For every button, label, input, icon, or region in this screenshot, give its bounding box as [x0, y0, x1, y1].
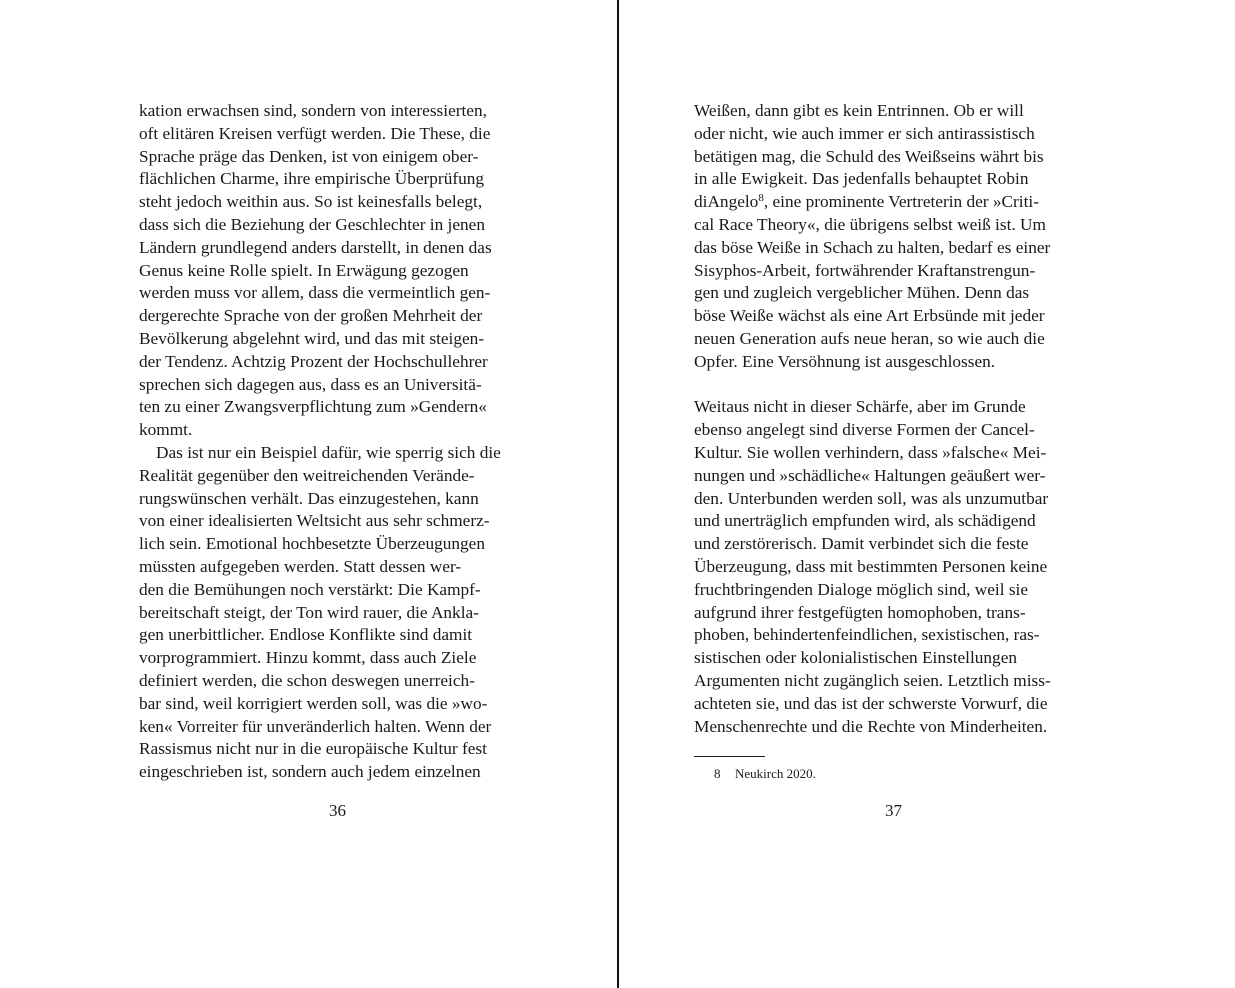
- text-line: Bevölkerung abgelehnt wird, und das mit steigen-: [139, 328, 485, 348]
- text-line: lich sein. Emotional hochbesetzte Überzeugungen: [139, 534, 485, 554]
- text-line: den. Unterbunden werden soll, was als unzumutbar: [694, 488, 1049, 508]
- text-line: und unerträglich empfunden wird, als schädigend: [694, 511, 1036, 531]
- text-segment: diAngelo: [694, 192, 759, 212]
- text-line: ebenso angelegt sind diverse Formen der Cancel-: [694, 420, 1035, 440]
- text-line: gen unerbittlicher. Endlose Konflikte sind damit: [139, 625, 473, 645]
- text-line: kation erwachsen sind, sondern von interessierten,: [139, 101, 487, 120]
- text-line: definiert werden, die schon deswegen unerreich-: [139, 670, 475, 690]
- text-line: eingeschrieben ist, sondern auch jedem einzelnen: [139, 762, 481, 782]
- right-page: [619, 0, 1235, 988]
- text-line: [694, 191, 1101, 214]
- text-line: bar sind, weil korrigiert werden soll, was die »wo-: [139, 693, 488, 713]
- text-line: Weißen, dann gibt es kein Entrinnen. Ob er will: [694, 101, 1024, 120]
- text-line: in alle Ewigkeit. Das jedenfalls behauptet Robin: [694, 169, 1029, 189]
- text-line: neuen Generation aufs neue heran, so wie auch die: [694, 328, 1045, 348]
- text-line: Realität gegenüber den weitreichenden Verände-: [139, 465, 475, 485]
- text-line: flächlichen Charme, ihre empirische Überprüfung: [139, 169, 485, 189]
- text-line: das böse Weiße in Schach zu halten, bedarf es einer: [694, 237, 1051, 257]
- footnote: [714, 765, 816, 783]
- left-page-body: [139, 100, 545, 784]
- text-line: steht jedoch weithin aus. So ist keinesfalls belegt,: [139, 192, 483, 212]
- text-line: oft elitären Kreisen verfügt werden. Die These, die: [139, 123, 491, 143]
- text-line: und zerstörerisch. Damit verbindet sich die feste: [694, 534, 1029, 554]
- page-number: 37: [885, 801, 902, 820]
- text-line: nungen und »schädliche« Haltungen geäußert wer-: [694, 465, 1046, 485]
- text-line: vorprogrammiert. Hinzu kommt, dass auch Ziele: [139, 648, 477, 668]
- text-line: Opfer. Eine Versöhnung ist ausgeschlossen.: [694, 351, 996, 371]
- text-line: bereitschaft steigt, der Ton wird rauer, die Ankla-: [139, 602, 479, 622]
- text-line: Sprache präge das Denken, ist von einigem ober-: [139, 146, 479, 166]
- footnote-reference[interactable]: 8: [758, 192, 764, 205]
- text-line: Argumenten nicht zugänglich seien. Letztlich miss-: [694, 670, 1051, 690]
- text-line: Genus keine Rolle spielt. In Erwägung gezogen: [139, 260, 469, 280]
- footnote-number: 8: [714, 766, 721, 781]
- text-line: müssten aufgegeben werden. Statt dessen wer-: [139, 556, 462, 576]
- text-line: Ländern grundlegend anders darstellt, in denen das: [139, 237, 492, 257]
- text-line: phoben, behindertenfeindlichen, sexistischen, ras-: [694, 625, 1040, 645]
- text-line: böse Weiße wächst als eine Art Erbsünde mit jeder: [694, 306, 1045, 326]
- text-line: kommt.: [139, 420, 193, 440]
- text-line: aufgrund ihrer festgefügten homophoben, trans-: [694, 602, 1026, 622]
- text-line: von einer idealisierten Weltsicht aus sehr schmerz-: [139, 511, 490, 531]
- text-line: Das ist nur ein Beispiel dafür, wie sperrig sich die: [156, 442, 501, 462]
- text-line: oder nicht, wie auch immer er sich antirassistisch: [694, 123, 1035, 143]
- text-line: sistischen oder kolonialistischen Einstellungen: [694, 648, 1018, 668]
- text-line: sprechen sich dagegen aus, dass es an Universitä-: [139, 374, 482, 394]
- text-line: werden muss vor allem, dass die vermeintlich gen-: [139, 283, 491, 303]
- text-line: der Tendenz. Achtzig Prozent der Hochschullehrer: [139, 351, 488, 371]
- text-line: betätigen mag, die Schuld des Weißseins währt bis: [694, 146, 1044, 166]
- paragraph-gap: [694, 374, 1101, 397]
- left-page: [0, 0, 617, 988]
- text-line: gen und zugleich vergeblicher Mühen. Denn das: [694, 283, 1030, 303]
- text-line: ken« Vorreiter für unveränderlich halten. Wenn der: [139, 716, 492, 736]
- footnote-text: Neukirch 2020.: [735, 766, 816, 781]
- text-line: Sisyphos-Arbeit, fortwährender Kraftanstrengun-: [694, 260, 1036, 280]
- page-number: 36: [329, 801, 346, 820]
- text-line: dergerechte Sprache von der großen Mehrheit der: [139, 306, 483, 326]
- text-line: ten zu einer Zwangsverpflichtung zum »Gendern«: [139, 397, 487, 417]
- text-line: fruchtbringenden Dialoge möglich sind, weil sie: [694, 579, 1029, 599]
- right-page-body: [694, 100, 1101, 738]
- text-line: rungswünschen verhält. Das einzugestehen, kann: [139, 488, 479, 508]
- text-line: cal Race Theory«, die übrigens selbst weiß ist. Um: [694, 214, 1046, 234]
- text-line: Menschenrechte und die Rechte von Minderheiten.: [694, 716, 1048, 736]
- text-line: Weitaus nicht in dieser Schärfe, aber im Grunde: [694, 397, 1026, 417]
- text-line: dass sich die Beziehung der Geschlechter in jenen: [139, 214, 485, 234]
- text-line: achteten sie, und das ist der schwerste Vorwurf, die: [694, 693, 1048, 713]
- text-line: Überzeugung, dass mit bestimmten Personen keine: [694, 556, 1048, 576]
- text-line: Rassismus nicht nur in die europäische Kultur fest: [139, 739, 487, 759]
- text-line: den die Bemühungen noch verstärkt: Die Kampf-: [139, 579, 481, 599]
- text-segment: , eine prominente Vertreterin der »Criti-: [763, 192, 1039, 212]
- text-line: Kultur. Sie wollen verhindern, dass »falsche« Mei-: [694, 442, 1047, 462]
- footnote-divider: [694, 756, 765, 757]
